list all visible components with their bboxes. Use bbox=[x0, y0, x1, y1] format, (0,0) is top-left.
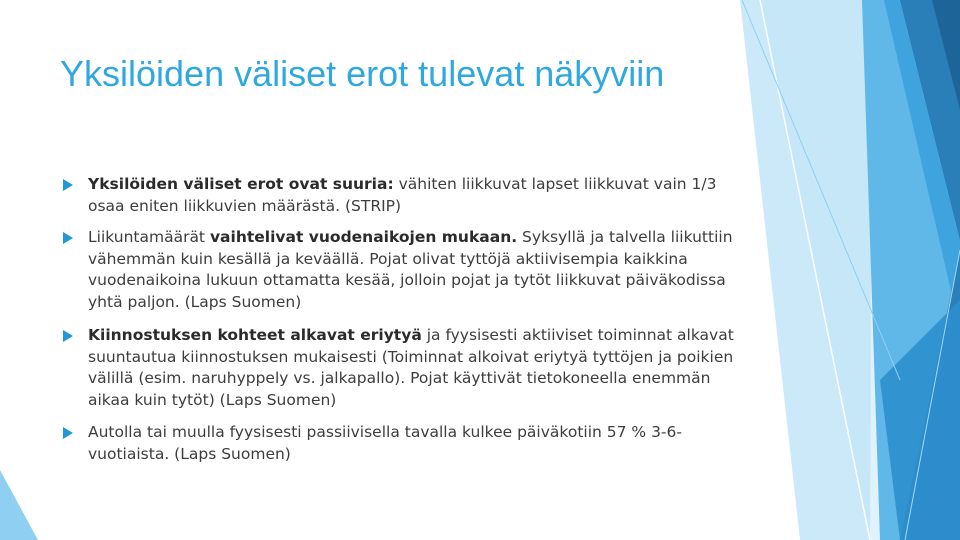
triangle-bullet-icon bbox=[63, 232, 73, 244]
triangle-bullet-icon bbox=[63, 330, 73, 342]
bullet-text: ja fyysisesti aktiiviset toiminnat alkavat suuntautua kiinnostuksen mukaisesti (Toiminnat alkoivat eriytyä tyttöjen ja poikien välillä (esim. naruhyppely vs. jalkapallo). Pojat käyttivät tietokoneella enemmän aikaa kuin tytöt) (Laps Suomen) bbox=[88, 326, 734, 409]
decor-corner-bottom-left bbox=[0, 470, 38, 540]
bullet-text: Autolla tai muulla fyysisesti passiivisella tavalla kulkee päiväkotiin 57 % 3-6-vuotiaista. (Laps Suomen) bbox=[88, 423, 682, 463]
bullet-item bbox=[60, 227, 740, 313]
bullet-item bbox=[60, 325, 740, 411]
bullet-emphasis: Kiinnostuksen kohteet alkavat eriytyä bbox=[88, 326, 422, 344]
triangle-bullet-icon bbox=[63, 427, 73, 439]
bullet-item bbox=[60, 174, 740, 217]
triangle-bullet-icon bbox=[63, 179, 73, 191]
bullet-emphasis: Yksilöiden väliset erot ovat suuria: bbox=[88, 175, 394, 193]
bullet-list bbox=[60, 174, 740, 475]
slide-title: Yksilöiden väliset erot tulevat näkyviin bbox=[60, 53, 665, 94]
bullet-emphasis: vaihtelivat vuodenaikojen mukaan. bbox=[209, 228, 518, 246]
bullet-item bbox=[60, 422, 740, 465]
decor-facet-light bbox=[740, 0, 872, 540]
bullet-text-lead: Liikuntamäärät bbox=[88, 228, 210, 246]
bullet-text: vähiten liikkuvat lapset liikkuvat vain 1/3 osaa eniten liikkuvien määrästä. (STRIP) bbox=[88, 175, 717, 215]
bullet-text: Syksyllä ja talvella liikuttiin vähemmän kuin kesällä ja keväällä. Pojat olivat tyttöjä aktiivisempia kaikkina vuodenaikoina lukuun ottamatta kesää, jolloin pojat ja tytöt liikkuvat päiväkodissa yhtä paljon. (Laps Suomen) bbox=[88, 228, 733, 311]
